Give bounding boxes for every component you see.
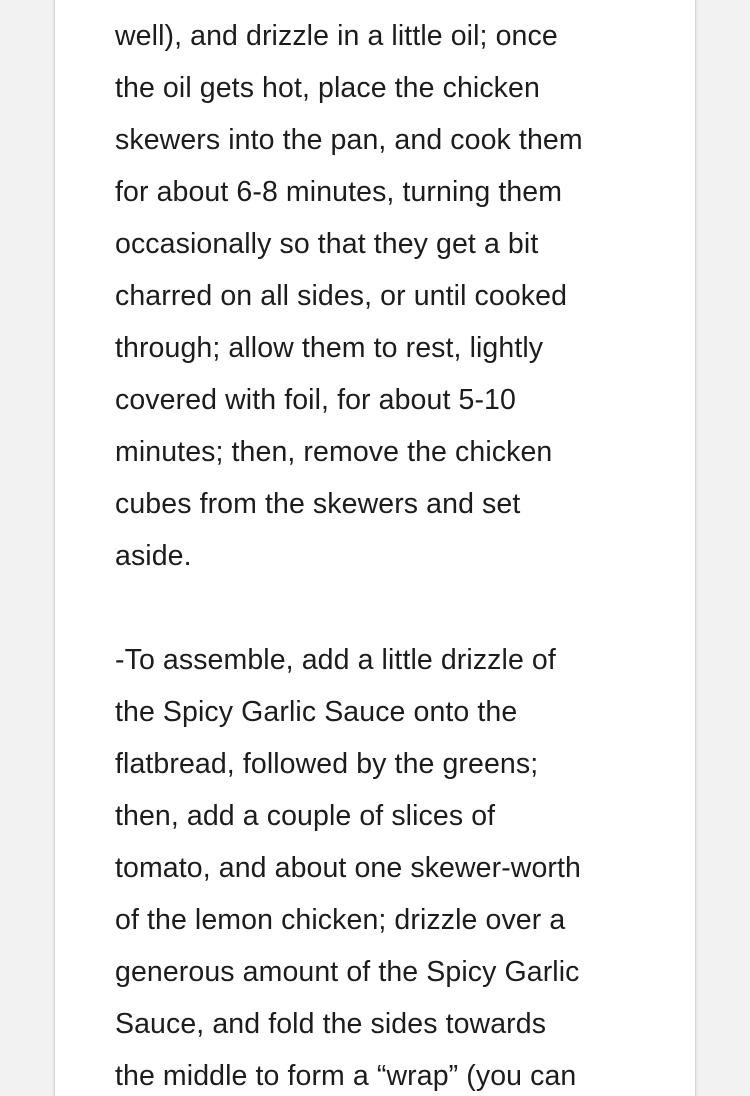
- text-line: flatbread, followed by the greens;: [115, 748, 539, 780]
- text-line: covered with foil, for about 5-10: [115, 384, 516, 416]
- article-card: [55, 0, 695, 1096]
- paragraph-spacer: [115, 582, 655, 634]
- text-line: the middle to form a “wrap” (you can: [115, 1060, 577, 1092]
- text-line: skewers into the pan, and cook them: [115, 124, 583, 156]
- text-line: the oil gets hot, place the chicken: [115, 72, 540, 104]
- text-line: aside.: [115, 540, 192, 572]
- text-line: tomato, and about one skewer-worth: [115, 852, 581, 884]
- text-line: Sauce, and fold the sides towards: [115, 1008, 547, 1040]
- text-line: of the lemon chicken; drizzle over a: [115, 904, 566, 936]
- text-line: occasionally so that they get a bit: [115, 228, 539, 260]
- text-line: through; allow them to rest, lightly: [115, 332, 544, 364]
- text-line: cubes from the skewers and set: [115, 488, 521, 520]
- text-line: then, add a couple of slices of: [115, 800, 496, 832]
- text-line: minutes; then, remove the chicken: [115, 436, 553, 468]
- text-line: well), and drizzle in a little oil; once: [115, 20, 558, 52]
- text-line: for about 6-8 minutes, turning them: [115, 176, 563, 208]
- text-line: -To assemble, add a little drizzle of: [115, 644, 556, 676]
- paragraph-assemble: [115, 634, 655, 1096]
- paragraph-cook-chicken: [115, 10, 655, 582]
- text-line: the Spicy Garlic Sauce onto the: [115, 696, 518, 728]
- text-line: generous amount of the Spicy Garlic: [115, 956, 580, 988]
- article-body: [115, 10, 655, 1096]
- text-line: charred on all sides, or until cooked: [115, 280, 568, 312]
